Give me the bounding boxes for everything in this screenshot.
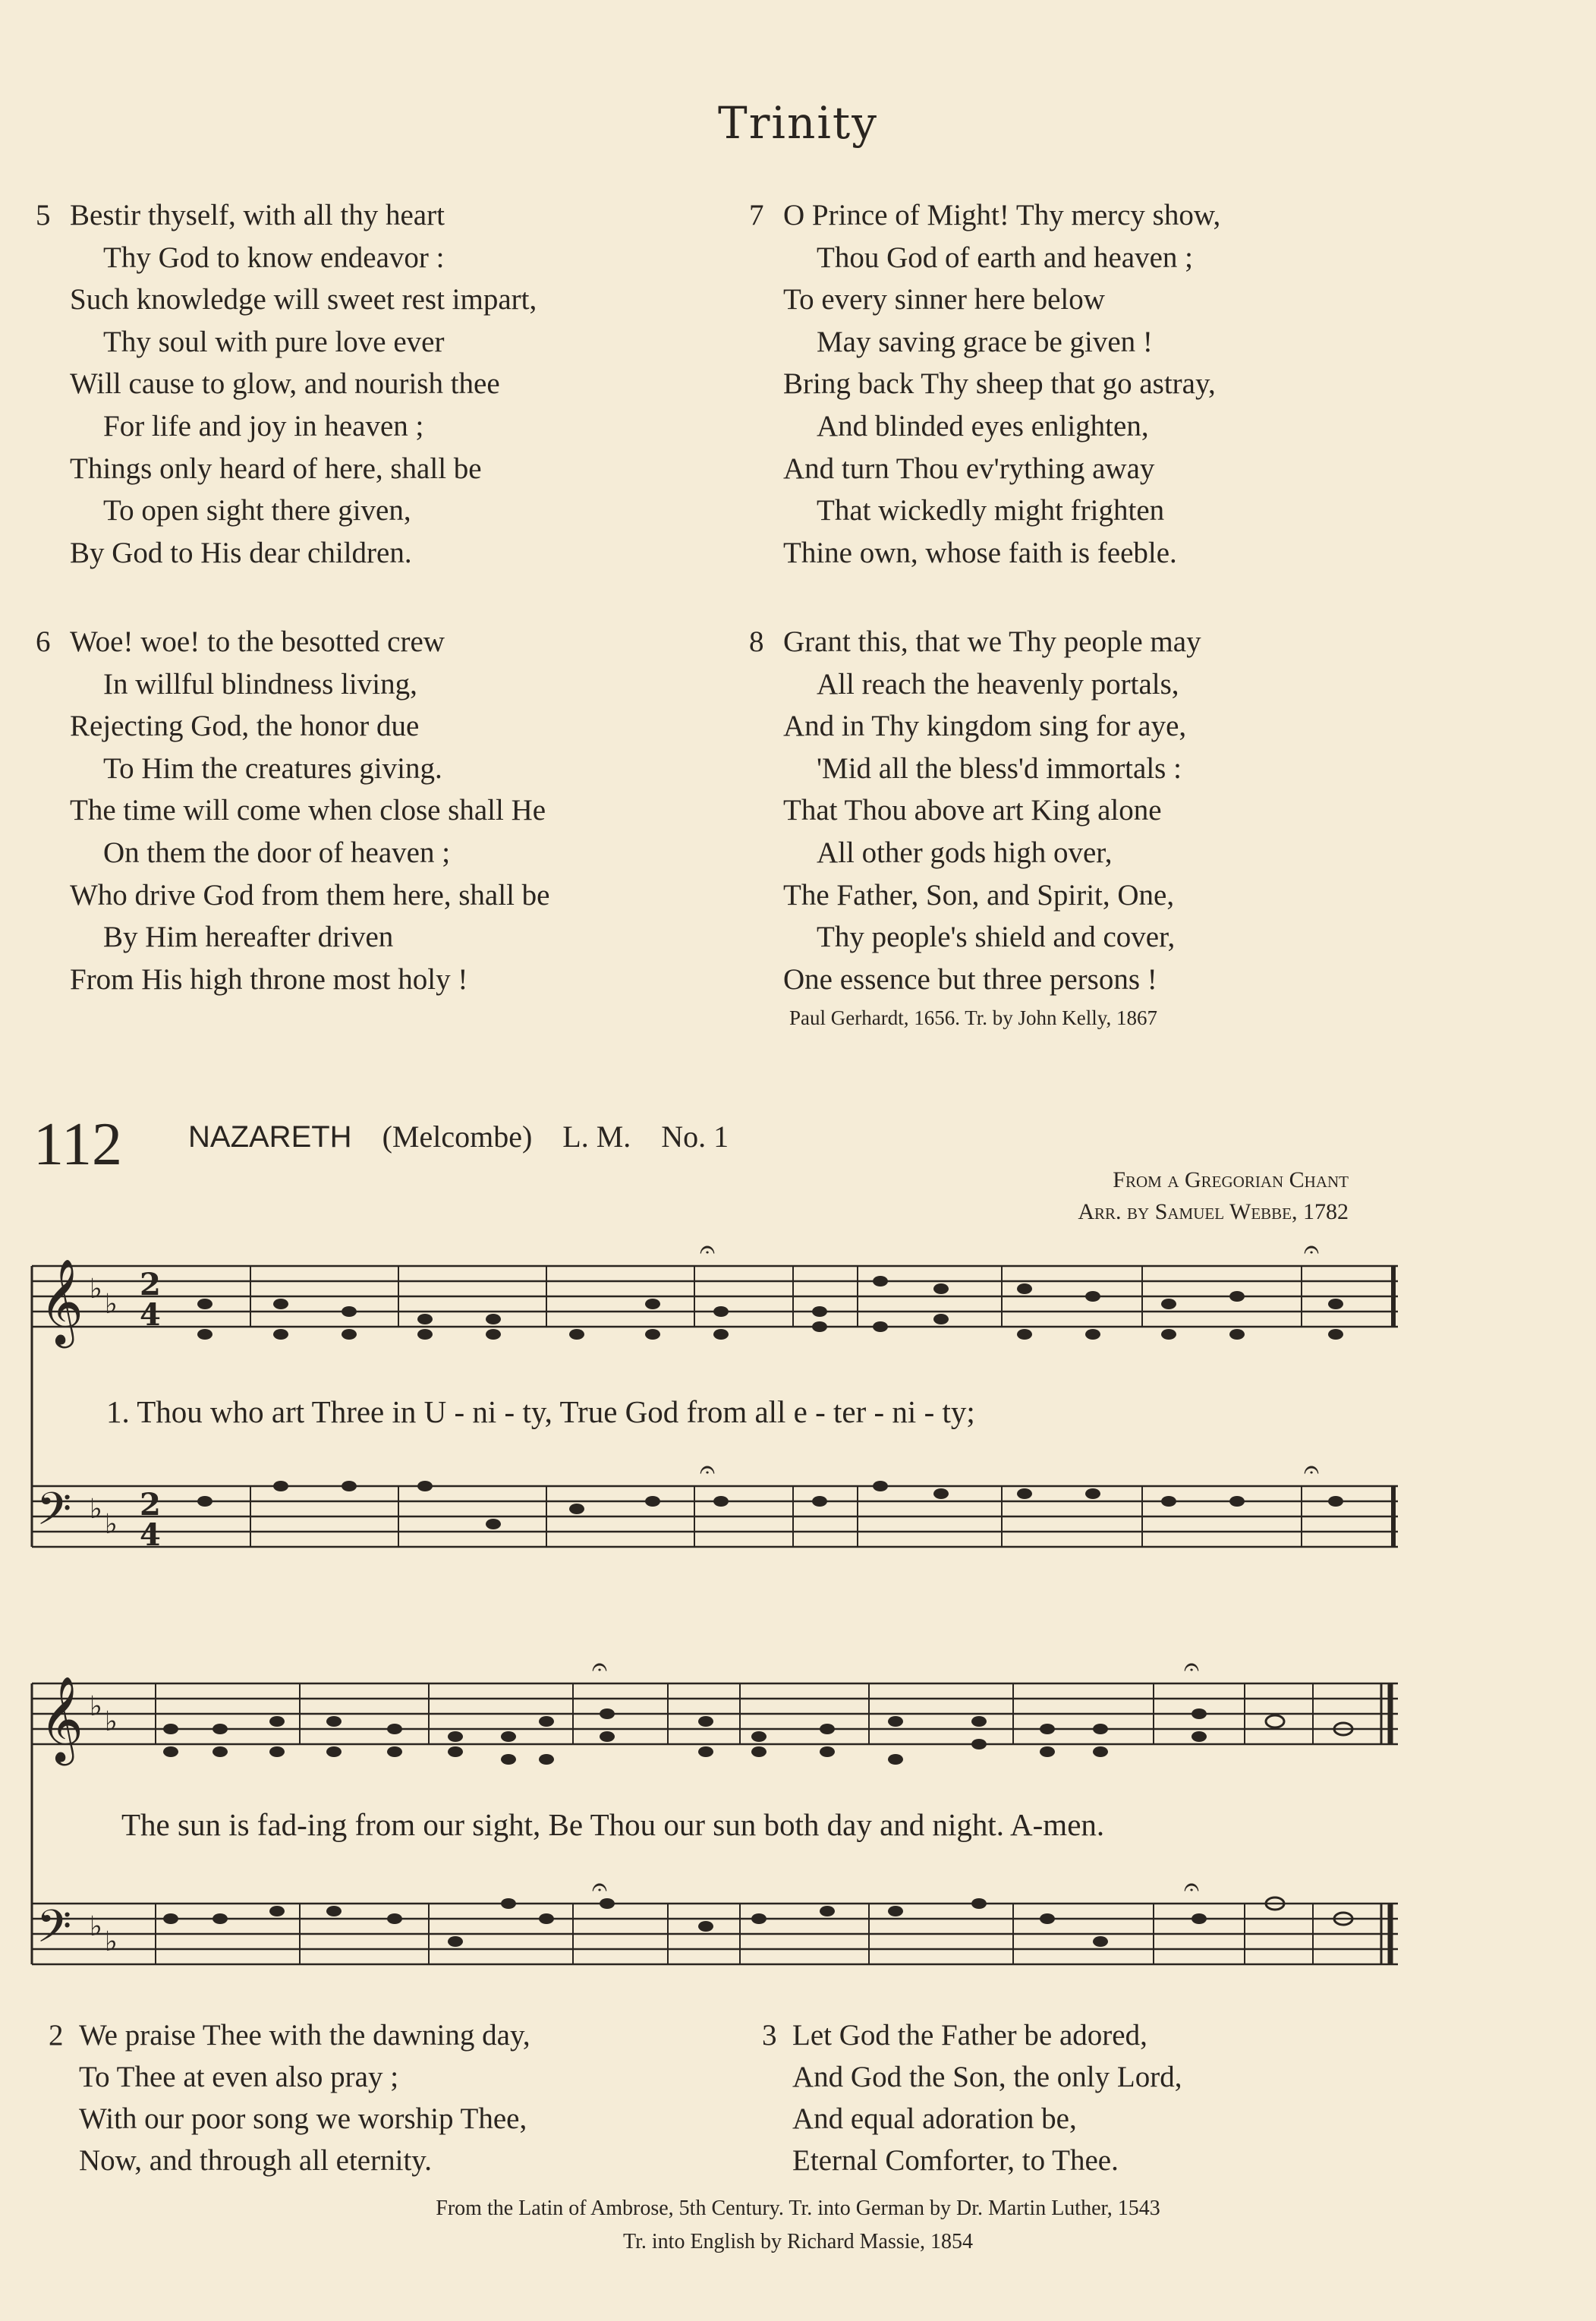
svg-text:2: 2 bbox=[140, 1487, 161, 1523]
verse-line: Grant this, that we Thy people may bbox=[783, 625, 1201, 658]
stanza-line: We praise Thee with the dawning day, bbox=[79, 2019, 530, 2052]
stanza-line: And equal adoration be, bbox=[792, 2102, 1077, 2135]
verse-line: And in Thy kingdom sing for aye, bbox=[783, 710, 1187, 743]
verse-number: 5 bbox=[36, 199, 51, 231]
svg-text:𝄐: 𝄐 bbox=[1184, 1662, 1200, 1683]
verse-line: Will cause to glow, and nourish thee bbox=[70, 367, 500, 401]
verse-line: The time will come when close shall He bbox=[70, 794, 546, 827]
verse-line: On them the door of heaven ; bbox=[103, 836, 451, 869]
verse-line: Thy God to know endeavor : bbox=[103, 241, 445, 274]
verse-line: From His high throne most holy ! bbox=[70, 962, 468, 996]
music-source bbox=[1078, 1164, 1349, 1228]
svg-text:𝄐: 𝄐 bbox=[1184, 1872, 1200, 1903]
svg-text:𝄐: 𝄐 bbox=[700, 1245, 716, 1265]
verse-number: 6 bbox=[36, 625, 51, 658]
svg-text:♭: ♭ bbox=[105, 1509, 118, 1540]
verse-line: That Thou above art King alone bbox=[783, 794, 1162, 827]
svg-text:𝄢: 𝄢 bbox=[36, 1900, 72, 1964]
running-head: Trinity bbox=[718, 97, 878, 149]
svg-text:𝄞: 𝄞 bbox=[39, 1676, 83, 1762]
verse-line: Things only heard of here, shall be bbox=[70, 452, 482, 485]
svg-text:𝄐: 𝄐 bbox=[700, 1454, 716, 1485]
svg-text:♭: ♭ bbox=[90, 1494, 102, 1525]
verse-line: And blinded eyes enlighten, bbox=[817, 409, 1149, 442]
verse-line: By God to His dear children. bbox=[70, 536, 412, 569]
verse-line: Such knowledge will sweet rest impart, bbox=[70, 283, 537, 316]
verse-line: In willful blindness living, bbox=[103, 667, 417, 701]
verse-line: 'Mid all the bless'd immortals : bbox=[817, 751, 1182, 785]
verse-line: Thy soul with pure love ever bbox=[103, 325, 445, 358]
stanza-number: 2 bbox=[49, 2019, 64, 2052]
verse-line: Rejecting God, the honor due bbox=[70, 710, 420, 743]
svg-text:♭: ♭ bbox=[105, 1926, 118, 1957]
translation-credits bbox=[0, 2192, 1596, 2259]
stanza-3 bbox=[762, 2014, 1182, 2181]
svg-text:♭: ♭ bbox=[90, 1274, 102, 1305]
verse-6 bbox=[36, 621, 550, 1000]
verse-number: 7 bbox=[749, 199, 764, 231]
verse-line: One essence but three persons ! bbox=[783, 962, 1157, 996]
hymn-number: 112 bbox=[33, 1111, 123, 1178]
svg-text:𝄐: 𝄐 bbox=[1304, 1245, 1320, 1265]
arranger-line: Arr. by Samuel Webbe, 1782 bbox=[1078, 1199, 1349, 1224]
verse-line: Thou God of earth and heaven ; bbox=[817, 241, 1193, 274]
verse-line: All reach the heavenly portals, bbox=[817, 667, 1179, 701]
verse-line: The Father, Son, and Spirit, One, bbox=[783, 878, 1175, 912]
tune-name: NAZARETH bbox=[188, 1120, 352, 1154]
verse-line: That wickedly might frighten bbox=[817, 494, 1165, 528]
stanza-2 bbox=[49, 2014, 530, 2181]
svg-text:𝄐: 𝄐 bbox=[592, 1872, 608, 1903]
lyric-line-1: 1. Thou who art Three in U - ni - ty, True God from all e - ter - ni - ty; bbox=[106, 1394, 975, 1429]
verse-line: Woe! woe! to the besotted crew bbox=[70, 625, 445, 658]
verse-line: Who drive God from them here, shall be bbox=[70, 878, 550, 912]
credit-line: From the Latin of Ambrose, 5th Century. Tr. into German by Dr. Martin Luther, 1543 bbox=[436, 2197, 1160, 2220]
svg-text:4: 4 bbox=[140, 1297, 161, 1333]
svg-text:4: 4 bbox=[140, 1517, 161, 1553]
svg-text:♭: ♭ bbox=[105, 1706, 118, 1737]
verse-7 bbox=[749, 194, 1221, 574]
lyric-line-2: The sun is fad-ing from our sight, Be Thou our sun both day and night. A-men. bbox=[121, 1807, 1105, 1842]
svg-text:𝄐: 𝄐 bbox=[592, 1662, 608, 1683]
verse-line: By Him hereafter driven bbox=[103, 921, 394, 954]
meter: L. M. bbox=[562, 1120, 631, 1154]
tune-header bbox=[188, 1119, 751, 1154]
stanza-line: Let God the Father be adored, bbox=[792, 2019, 1147, 2052]
verse-line: Bring back Thy sheep that go astray, bbox=[783, 367, 1216, 401]
verse-line: May saving grace be given ! bbox=[817, 325, 1153, 358]
verse-line: Thine own, whose faith is feeble. bbox=[783, 536, 1177, 569]
stanza-line: Now, and through all eternity. bbox=[79, 2144, 432, 2177]
svg-text:𝄐: 𝄐 bbox=[1304, 1454, 1320, 1485]
verse-line: And turn Thou ev'rything away bbox=[783, 452, 1155, 485]
stanza-line: With our poor song we worship Thee, bbox=[79, 2102, 527, 2135]
verse-number: 8 bbox=[749, 625, 764, 658]
svg-text:𝄞: 𝄞 bbox=[39, 1258, 83, 1345]
svg-text:♭: ♭ bbox=[90, 1911, 102, 1942]
svg-text:𝄢: 𝄢 bbox=[36, 1482, 72, 1546]
svg-text:2: 2 bbox=[140, 1267, 161, 1302]
alt-tune-name: (Melcombe) bbox=[382, 1120, 533, 1154]
stanza-number: 3 bbox=[762, 2019, 777, 2052]
svg-text:♭: ♭ bbox=[90, 1691, 102, 1722]
verse-line: All other gods high over, bbox=[817, 836, 1113, 869]
verse-5 bbox=[36, 194, 537, 574]
verse-line: Bestir thyself, with all thy heart bbox=[70, 199, 445, 231]
verse-line: To open sight there given, bbox=[103, 494, 411, 528]
credit-line: Tr. into English by Richard Massie, 1854 bbox=[623, 2230, 973, 2253]
verse-line: Thy people's shield and cover, bbox=[817, 921, 1176, 954]
verse-line: To Him the creatures giving. bbox=[103, 751, 442, 785]
verse-line: For life and joy in heaven ; bbox=[103, 409, 424, 442]
verse-line: To every sinner here below bbox=[783, 283, 1105, 316]
verse-line: O Prince of Might! Thy mercy show, bbox=[783, 199, 1221, 231]
verse-attribution: Paul Gerhardt, 1656. Tr. by John Kelly, 1867 bbox=[789, 1006, 1157, 1029]
svg-text:♭: ♭ bbox=[105, 1289, 118, 1320]
verse-8 bbox=[749, 621, 1201, 1000]
source-line: From a Gregorian Chant bbox=[1113, 1167, 1349, 1192]
stanza-line: Eternal Comforter, to Thee. bbox=[792, 2144, 1119, 2177]
stanza-line: And God the Son, the only Lord, bbox=[792, 2061, 1182, 2093]
tune-number: No. 1 bbox=[661, 1120, 729, 1154]
stanza-line: To Thee at even also pray ; bbox=[79, 2061, 399, 2093]
